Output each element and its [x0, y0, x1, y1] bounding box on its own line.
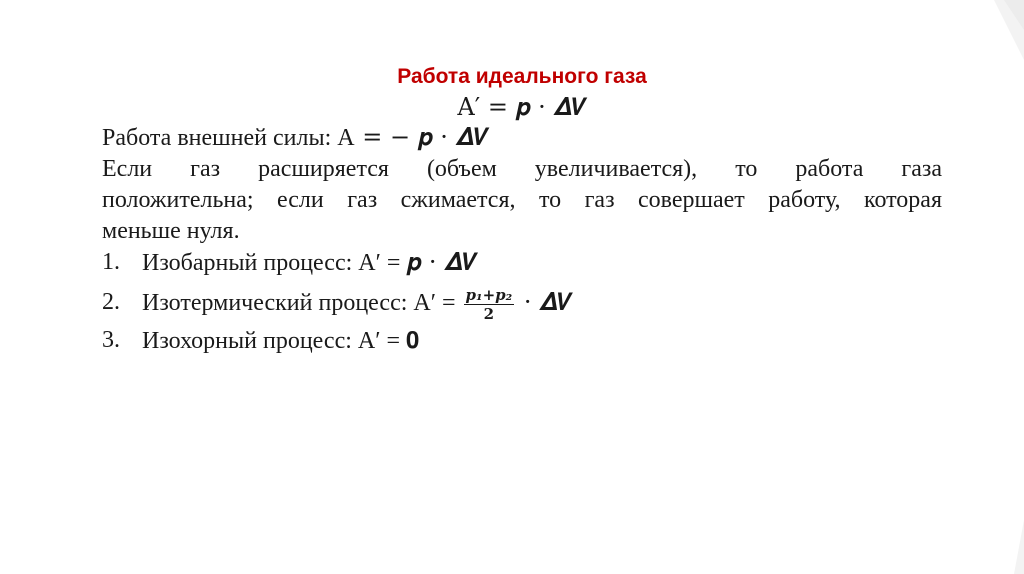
list-formula: · 𝜟𝑽	[516, 288, 573, 316]
external-work-formula: = − 𝒑 · 𝜟𝑽	[354, 123, 489, 151]
external-work-line	[102, 122, 942, 154]
slide-title: Работа идеального газа	[397, 65, 647, 88]
list-number: 2.	[102, 289, 120, 315]
list-formula: 𝟎	[406, 326, 420, 354]
list-number: 1.	[102, 249, 120, 275]
external-work-label: Работа внешней силы: A	[102, 125, 355, 151]
list-item-isobaric	[102, 247, 942, 279]
main-formula: A′ = 𝒑 · 𝜟𝑽	[457, 93, 587, 121]
paragraph-line-3: меньше нуля.	[102, 218, 240, 244]
list-formula: 𝒑 · 𝜟𝑽	[406, 248, 478, 276]
paragraph-line-2: положительна; если газ сжимается, то газ совершает работу, которая	[102, 187, 942, 213]
list-item-isothermal	[102, 279, 942, 325]
fraction-numerator: p₁+p₂	[465, 285, 513, 304]
paragraph-line-1: Если газ расширяется (объем увеличивается), то работа газа	[102, 156, 942, 182]
list-label: Изобарный процесс: A′ =	[142, 250, 407, 276]
corner-decoration	[964, 0, 1024, 574]
explanation-paragraph	[102, 154, 942, 247]
list-item-isochoric	[102, 325, 942, 357]
list-label: Изохорный процесс: A′ =	[142, 328, 406, 354]
fraction-denominator: 2	[483, 304, 495, 323]
fraction	[464, 286, 515, 323]
slide-content	[102, 62, 942, 357]
list-number: 3.	[102, 327, 120, 353]
list-label: Изотермический процесс: A′ =	[142, 290, 462, 316]
